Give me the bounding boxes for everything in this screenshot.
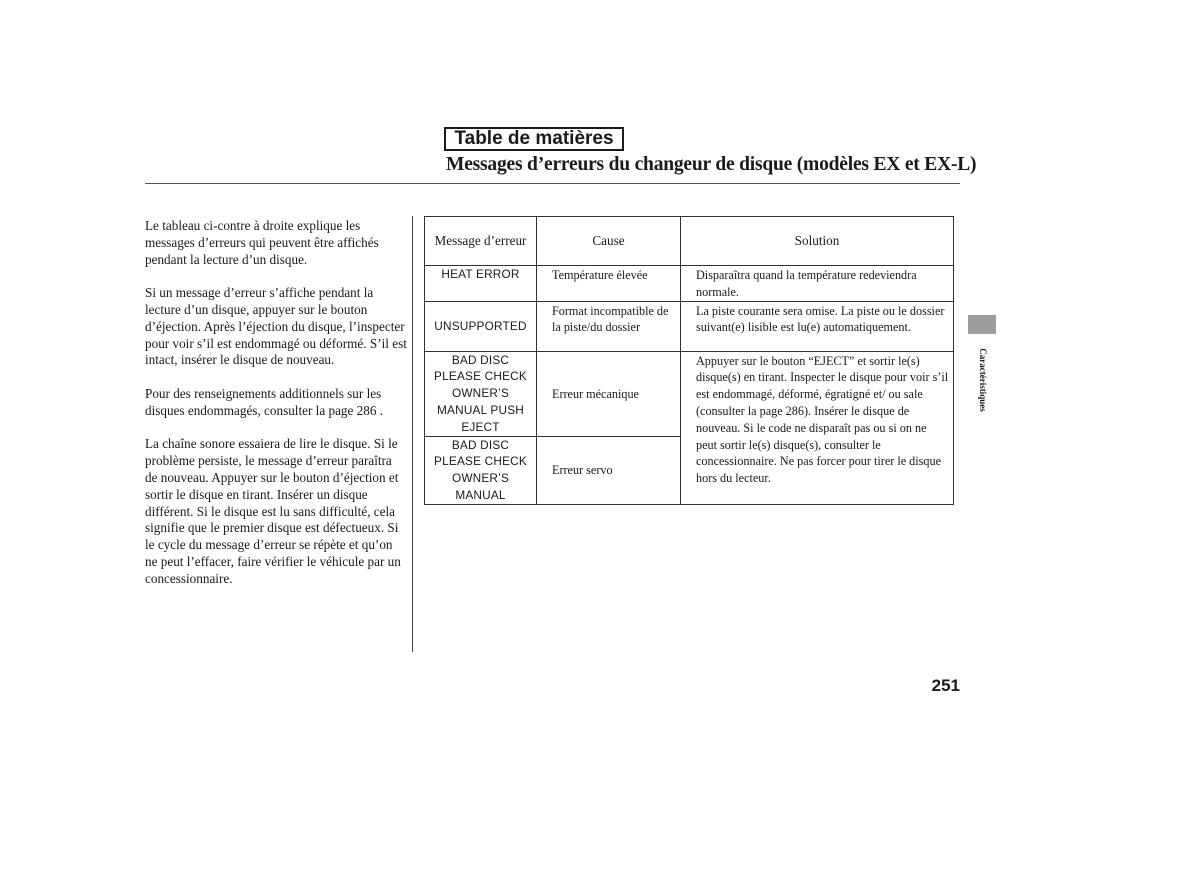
- intro-paragraph: Le tableau ci-contre à droite explique les messages d’erreurs qui peuvent être affichés pendant la lecture d’un disque.: [145, 218, 379, 267]
- section-tab-marker: [968, 315, 996, 334]
- solution-cell: [681, 266, 954, 302]
- cause-text: Température élevée: [552, 268, 648, 282]
- error-message-cell: [425, 301, 537, 351]
- cause-cell: [537, 266, 681, 302]
- table-header-row: [425, 217, 954, 266]
- column-header-message: Message d’erreur: [425, 217, 537, 266]
- error-message-line: PLEASE CHECK: [434, 454, 527, 469]
- cause-text: Erreur mécanique: [552, 386, 639, 401]
- cause-text: Format incompatible de la piste/du dossier: [552, 303, 669, 335]
- header-divider: [145, 183, 960, 184]
- error-message-line: MANUAL PUSH: [437, 402, 524, 417]
- column-header-cause: Cause: [537, 217, 681, 266]
- cause-cell: [537, 351, 681, 436]
- error-message-cell: [425, 266, 537, 302]
- solution-cell: [681, 351, 954, 504]
- intro-paragraph: Si un message d’erreur s’affiche pendant la lecture d’un disque, appuyer sur le bouton d’éjection. Après l’éjection du disque, l’inspecter pour voir s’il est endommagé ou déformé. S’il est intact, insérer le disque de nouveau.: [145, 285, 407, 368]
- solution-cell: [681, 301, 954, 351]
- error-message-line: OWNER’S: [451, 386, 510, 401]
- intro-paragraph: La chaîne sonore essaiera de lire le disque. Si le problème persiste, le message d’erreur paraîtra de nouveau. Appuyer sur le bouton d’éjection et sortir le disque en tirant. Insérer un disque différent. Si le disque est lu sans difficulté, cela signifie que le premier disque est défectueux. Si le cycle du message d’erreur se répète et qu’on ne peut l’effacer, faire vérifier le véhicule par un concessionnaire.: [145, 436, 401, 586]
- intro-paragraph: Pour des renseignements additionnels sur les disques endommagés, consulter la page 286 .: [145, 385, 384, 418]
- cause-cell: [537, 436, 681, 504]
- page-number: 251: [931, 676, 960, 695]
- cause-cell: [537, 301, 681, 351]
- error-message-cell: [425, 436, 537, 504]
- intro-text: [145, 218, 407, 604]
- solution-text: Disparaîtra quand la température redeviendra normale.: [696, 268, 917, 299]
- table-row: [425, 351, 954, 436]
- section-tab-label: Caractéristiques: [978, 348, 988, 412]
- error-message-line: PLEASE CHECK: [434, 369, 527, 384]
- column-divider: [412, 216, 413, 652]
- cause-text: Erreur servo: [552, 463, 613, 478]
- error-message-line: HEAT ERROR: [441, 267, 520, 281]
- error-message-line: EJECT: [461, 419, 500, 434]
- error-message-cell: [425, 351, 537, 436]
- error-message-line: UNSUPPORTED: [434, 318, 527, 333]
- error-message-line: MANUAL: [455, 487, 506, 502]
- table-row: [425, 266, 954, 302]
- table-row: [425, 301, 954, 351]
- solution-text: La piste courante sera omise. La piste ou le dossier suivant(e) lisible est lu(e) automatiquement.: [696, 303, 945, 335]
- error-table: [424, 216, 954, 505]
- solution-text: Appuyer sur le bouton “EJECT” et sortir le(s) disque(s) en tirant. Inspecter le disque pour voir s’il est endommagé, déformé, égratigné et/ ou sale (consulter la page 286). Insérer le disque de nouveau. Si le code ne disparaît pas ou si on ne peut sortir le(s) disque(s), consulter le concessionnaire. Ne pas forcer pour tirer le disque hors du lecteur.: [696, 353, 949, 486]
- page-title: Messages d’erreurs du changeur de disque (modèles EX et EX-L): [446, 154, 977, 175]
- toc-button[interactable]: Table de matières: [444, 127, 624, 151]
- error-message-line: BAD DISC: [451, 352, 510, 367]
- error-message-line: BAD DISC: [451, 437, 510, 452]
- error-message-line: OWNER’S: [451, 471, 510, 486]
- column-header-solution: Solution: [681, 217, 954, 266]
